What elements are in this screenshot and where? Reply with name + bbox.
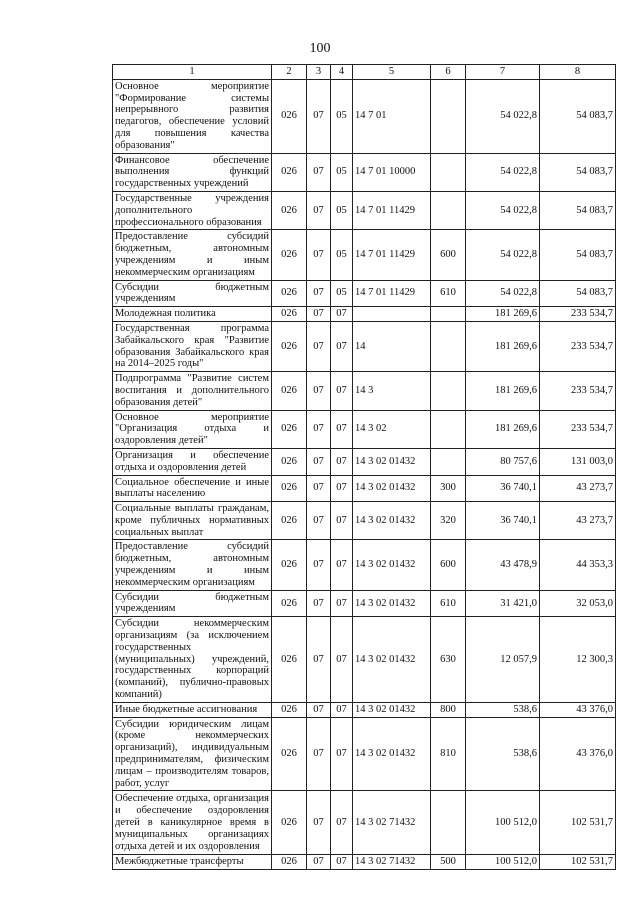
target-article-code: 14 3 02 01432 [353,502,431,540]
table-row [113,372,616,410]
subsection-code: 07 [331,502,353,540]
expense-type-code [431,191,466,229]
subsection-code: 07 [331,448,353,475]
expense-type-code: 300 [431,475,466,502]
subsection-code: 05 [331,280,353,307]
amount-year-2: 233 534,7 [540,307,616,322]
target-article-code: 14 7 01 11429 [353,280,431,307]
amount-year-1: 100 512,0 [466,791,540,855]
row-name: Молодежная политика [113,307,272,322]
expense-type-code: 800 [431,702,466,717]
subsection-code: 05 [331,230,353,280]
section-code: 07 [307,410,331,448]
row-name: Государственные учреждения дополнительного профессионального образования [113,191,272,229]
amount-year-2: 54 083,7 [540,280,616,307]
table-row [113,410,616,448]
header-cell: 3 [307,65,331,80]
expense-type-code [431,321,466,371]
expense-type-code [431,448,466,475]
ministry-code: 026 [272,321,307,371]
table-row [113,307,616,322]
section-code: 07 [307,475,331,502]
expense-type-code [431,307,466,322]
ministry-code: 026 [272,230,307,280]
expense-type-code [431,153,466,191]
row-name: Социальное обеспечение и иные выплаты населению [113,475,272,502]
expense-type-code: 500 [431,855,466,870]
ministry-code: 026 [272,153,307,191]
amount-year-1: 43 478,9 [466,540,540,590]
amount-year-2: 54 083,7 [540,230,616,280]
target-article-code: 14 3 02 71432 [353,791,431,855]
target-article-code: 14 3 02 01432 [353,617,431,703]
target-article-code: 14 7 01 11429 [353,230,431,280]
amount-year-1: 538,6 [466,702,540,717]
amount-year-2: 43 376,0 [540,702,616,717]
section-code: 07 [307,280,331,307]
amount-year-2: 233 534,7 [540,372,616,410]
table-row [113,448,616,475]
header-cell: 6 [431,65,466,80]
amount-year-1: 181 269,6 [466,410,540,448]
section-code: 07 [307,372,331,410]
table-row [113,502,616,540]
subsection-code: 07 [331,702,353,717]
amount-year-1: 100 512,0 [466,855,540,870]
section-code: 07 [307,717,331,791]
amount-year-1: 54 022,8 [466,153,540,191]
table-row [113,717,616,791]
ministry-code: 026 [272,191,307,229]
subsection-code: 07 [331,321,353,371]
ministry-code: 026 [272,307,307,322]
table-row [113,191,616,229]
table-row [113,702,616,717]
ministry-code: 026 [272,79,307,153]
amount-year-1: 54 022,8 [466,191,540,229]
table-row [113,791,616,855]
table-row [113,153,616,191]
ministry-code: 026 [272,280,307,307]
row-name: Обеспечение отдыха, организация и обеспечение оздоровления детей в каникулярное время в муниципальных организациях отдыха детей и их оздоровления [113,791,272,855]
row-name: Субсидии некоммерческим организациям (за исключением государственных (муниципальных) учреждений, государственных корпораций (компаний), публично-правовых компаний) [113,617,272,703]
row-name: Предоставление субсидий бюджетным, автономным учреждениям и иным некоммерческим организациям [113,540,272,590]
section-code: 07 [307,153,331,191]
page-number: 100 [309,41,331,56]
expense-type-code: 630 [431,617,466,703]
subsection-code: 07 [331,475,353,502]
ministry-code: 026 [272,372,307,410]
section-code: 07 [307,230,331,280]
amount-year-2: 43 376,0 [540,717,616,791]
ministry-code: 026 [272,590,307,617]
amount-year-1: 31 421,0 [466,590,540,617]
amount-year-2: 43 273,7 [540,502,616,540]
amount-year-2: 233 534,7 [540,410,616,448]
row-name: Социальные выплаты гражданам, кроме публичных нормативных социальных выплат [113,502,272,540]
subsection-code: 05 [331,191,353,229]
target-article-code: 14 3 02 01432 [353,540,431,590]
section-code: 07 [307,448,331,475]
amount-year-2: 54 083,7 [540,79,616,153]
header-cell: 4 [331,65,353,80]
subsection-code: 07 [331,617,353,703]
ministry-code: 026 [272,855,307,870]
section-code: 07 [307,791,331,855]
target-article-code: 14 7 01 [353,79,431,153]
target-article-code: 14 3 02 71432 [353,855,431,870]
subsection-code: 05 [331,79,353,153]
budget-table [112,64,616,870]
target-article-code: 14 3 02 [353,410,431,448]
expense-type-code: 610 [431,590,466,617]
amount-year-1: 36 740,1 [466,502,540,540]
ministry-code: 026 [272,702,307,717]
row-name: Организация и обеспечение отдыха и оздоровления детей [113,448,272,475]
target-article-code: 14 3 02 01432 [353,717,431,791]
amount-year-2: 102 531,7 [540,855,616,870]
expense-type-code: 810 [431,717,466,791]
table-row [113,855,616,870]
header-row [113,65,616,80]
section-code: 07 [307,702,331,717]
subsection-code: 07 [331,791,353,855]
amount-year-1: 54 022,8 [466,79,540,153]
expense-type-code: 320 [431,502,466,540]
amount-year-2: 54 083,7 [540,153,616,191]
expense-type-code: 610 [431,280,466,307]
expense-type-code [431,79,466,153]
amount-year-2: 102 531,7 [540,791,616,855]
target-article-code: 14 3 02 01432 [353,702,431,717]
target-article-code [353,307,431,322]
amount-year-1: 36 740,1 [466,475,540,502]
amount-year-2: 43 273,7 [540,475,616,502]
section-code: 07 [307,540,331,590]
table-row [113,280,616,307]
ministry-code: 026 [272,617,307,703]
header-cell: 2 [272,65,307,80]
section-code: 07 [307,307,331,322]
section-code: 07 [307,617,331,703]
table-row [113,590,616,617]
amount-year-1: 181 269,6 [466,372,540,410]
amount-year-2: 44 353,3 [540,540,616,590]
section-code: 07 [307,191,331,229]
ministry-code: 026 [272,502,307,540]
row-name: Основное мероприятие "Организация отдыха и оздоровления детей" [113,410,272,448]
amount-year-1: 181 269,6 [466,307,540,322]
ministry-code: 026 [272,410,307,448]
row-name: Подпрограмма "Развитие систем воспитания и дополнительного образования детей" [113,372,272,410]
ministry-code: 026 [272,791,307,855]
amount-year-1: 80 757,6 [466,448,540,475]
table-row [113,540,616,590]
header-cell: 1 [113,65,272,80]
subsection-code: 05 [331,153,353,191]
target-article-code: 14 3 02 01432 [353,590,431,617]
section-code: 07 [307,502,331,540]
subsection-code: 07 [331,590,353,617]
subsection-code: 07 [331,717,353,791]
amount-year-2: 12 300,3 [540,617,616,703]
target-article-code: 14 3 02 01432 [353,448,431,475]
ministry-code: 026 [272,540,307,590]
row-name: Основное мероприятие "Формирование системы непрерывного развития педагогов, обеспечение условий для повышения качества образования" [113,79,272,153]
table-row [113,79,616,153]
table-row [113,230,616,280]
expense-type-code: 600 [431,230,466,280]
row-name: Субсидии юридическим лицам (кроме некоммерческих организаций), индивидуальным предпринимателям, физическим лицам – производителям товаров, работ, услуг [113,717,272,791]
amount-year-1: 54 022,8 [466,280,540,307]
subsection-code: 07 [331,372,353,410]
row-name: Иные бюджетные ассигнования [113,702,272,717]
expense-type-code [431,410,466,448]
table-row [113,617,616,703]
header-cell: 7 [466,65,540,80]
expense-type-code [431,372,466,410]
amount-year-2: 233 534,7 [540,321,616,371]
expense-type-code [431,791,466,855]
table-row [113,321,616,371]
target-article-code: 14 7 01 11429 [353,191,431,229]
amount-year-1: 12 057,9 [466,617,540,703]
ministry-code: 026 [272,475,307,502]
amount-year-2: 54 083,7 [540,191,616,229]
row-name: Предоставление субсидий бюджетным, автономным учреждениям и иным некоммерческим организациям [113,230,272,280]
row-name: Государственная программа Забайкальского края "Развитие образования Забайкальского края на 2014–2025 годы" [113,321,272,371]
section-code: 07 [307,79,331,153]
subsection-code: 07 [331,307,353,322]
ministry-code: 026 [272,448,307,475]
amount-year-2: 131 003,0 [540,448,616,475]
row-name: Межбюджетные трансферты [113,855,272,870]
amount-year-1: 181 269,6 [466,321,540,371]
section-code: 07 [307,855,331,870]
table-row [113,475,616,502]
header-cell: 5 [353,65,431,80]
amount-year-1: 54 022,8 [466,230,540,280]
row-name: Субсидии бюджетным учреждениям [113,280,272,307]
amount-year-2: 32 053,0 [540,590,616,617]
header-cell: 8 [540,65,616,80]
target-article-code: 14 3 [353,372,431,410]
ministry-code: 026 [272,717,307,791]
target-article-code: 14 7 01 10000 [353,153,431,191]
row-name: Субсидии бюджетным учреждениям [113,590,272,617]
target-article-code: 14 [353,321,431,371]
subsection-code: 07 [331,410,353,448]
subsection-code: 07 [331,540,353,590]
subsection-code: 07 [331,855,353,870]
target-article-code: 14 3 02 01432 [353,475,431,502]
section-code: 07 [307,590,331,617]
row-name: Финансовое обеспечение выполнения функций государственных учреждений [113,153,272,191]
section-code: 07 [307,321,331,371]
expense-type-code: 600 [431,540,466,590]
amount-year-1: 538,6 [466,717,540,791]
